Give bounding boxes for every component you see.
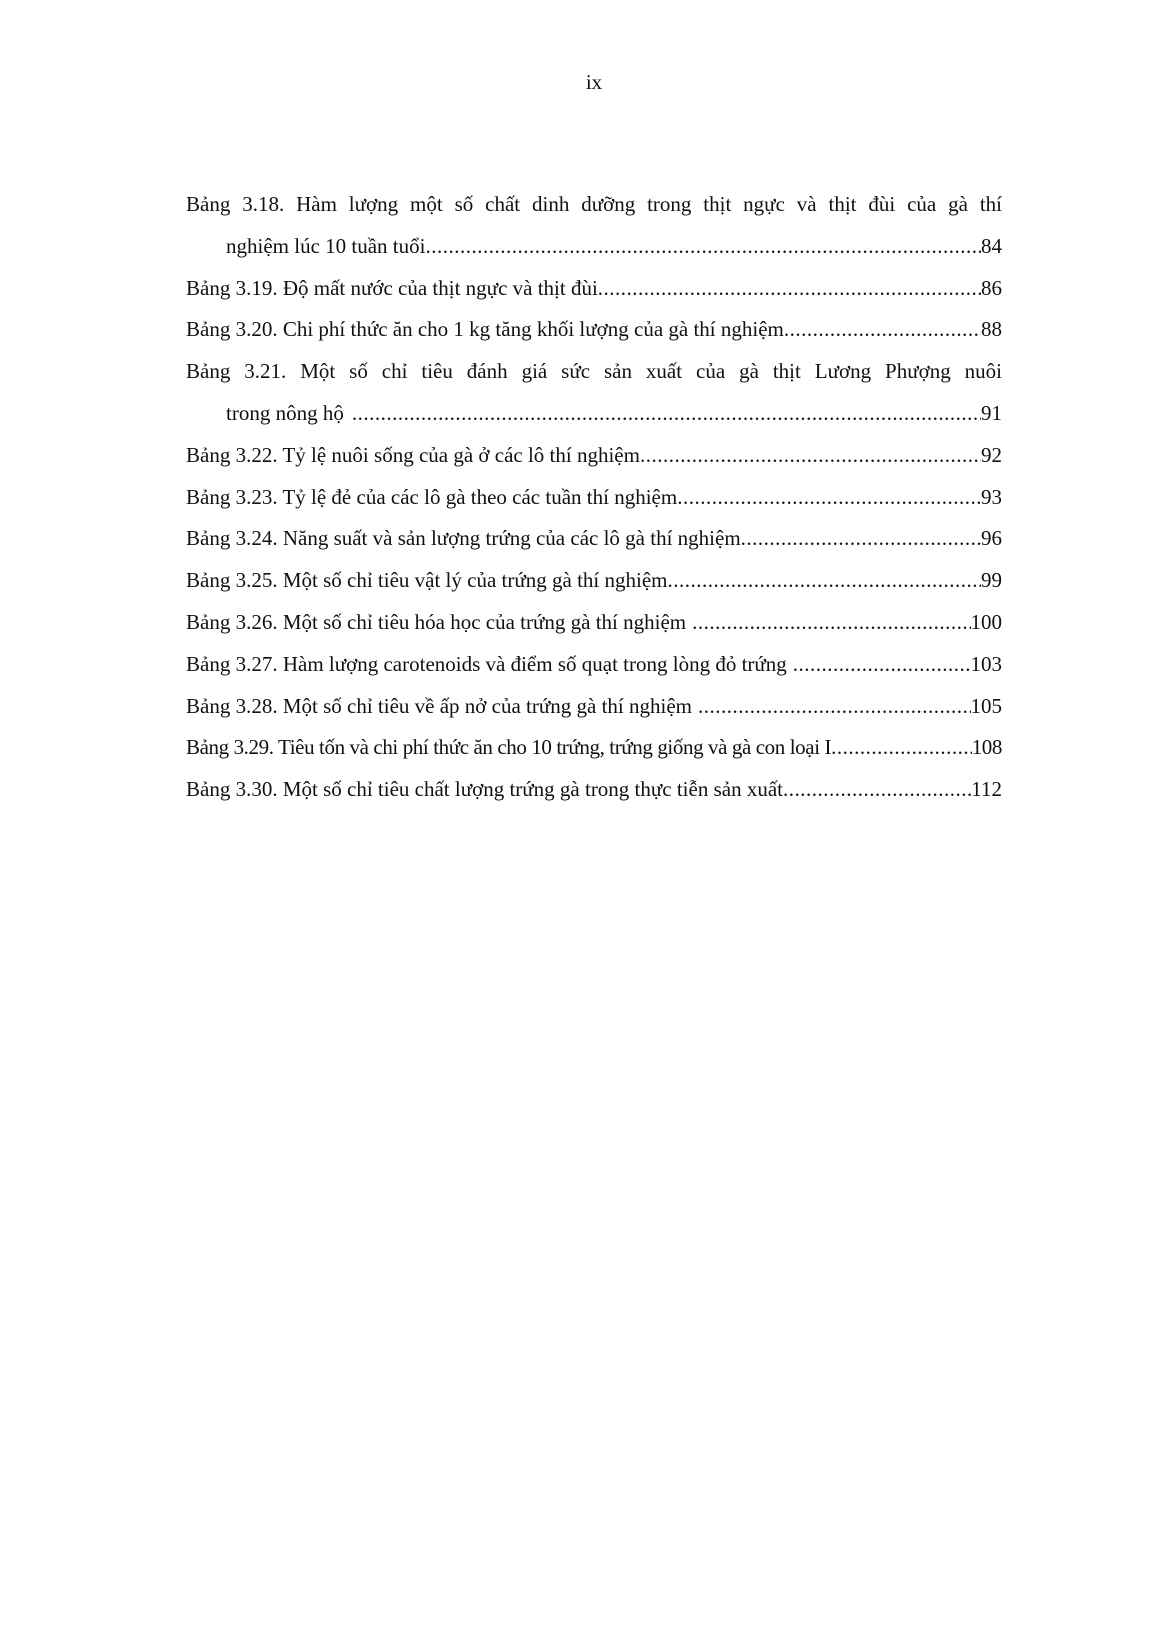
- toc-entry-title: Bảng 3.27. Hàm lượng carotenoids và điểm số quạt trong lòng đỏ trứng: [186, 651, 787, 676]
- dot-leader: [598, 268, 981, 310]
- toc-entry: [186, 727, 1002, 769]
- dot-leader: [425, 226, 981, 268]
- toc-entry-page: 86: [981, 275, 1002, 300]
- toc-entry: [186, 477, 1002, 519]
- dot-leader: [686, 602, 970, 644]
- toc-entry-page: 93: [981, 484, 1002, 509]
- toc-entry-page: 99: [981, 568, 1002, 593]
- toc-entry-title: Bảng 3.20. Chi phí thức ăn cho 1 kg tăng khối lượng của gà thí nghiệm: [186, 317, 784, 342]
- dot-leader: [787, 644, 971, 686]
- toc-entry-page: 92: [981, 442, 1002, 467]
- dot-leader: [692, 686, 971, 728]
- toc-entry-title: Bảng 3.22. Tỷ lệ nuôi sống của gà ở các lô thí nghiệm: [186, 442, 640, 467]
- table-of-contents: [186, 184, 1002, 811]
- toc-entry: [186, 309, 1002, 351]
- toc-entry-title: Bảng 3.24. Năng suất và sản lượng trứng của các lô gà thí nghiệm: [186, 526, 741, 551]
- toc-entry-page: 103: [970, 651, 1002, 676]
- toc-entry-page: 112: [971, 777, 1002, 802]
- toc-entry-title-line1: Bảng 3.18. Hàm lượng một số chất dinh dưỡng trong thịt ngực và thịt đùi của gà thí: [186, 192, 1002, 216]
- toc-entry: [186, 560, 1002, 602]
- toc-entry-page: 91: [981, 400, 1002, 425]
- toc-entry-title: Bảng 3.28. Một số chỉ tiêu về ấp nở của trứng gà thí nghiệm: [186, 693, 692, 718]
- toc-entry-title: nghiệm lúc 10 tuần tuổi: [226, 233, 426, 258]
- dot-leader: [344, 393, 981, 435]
- toc-entry: [186, 644, 1002, 686]
- toc-entry-title: trong nông hộ: [226, 400, 344, 425]
- toc-entry-title: Bảng 3.25. Một số chỉ tiêu vật lý của trứng gà thí nghiệm: [186, 568, 668, 593]
- dot-leader: [784, 309, 981, 351]
- dot-leader: [741, 518, 981, 560]
- dot-leader: [831, 727, 972, 769]
- toc-entry-page: 88: [981, 317, 1002, 342]
- toc-entry-title: Bảng 3.26. Một số chỉ tiêu hóa học của trứng gà thí nghiệm: [186, 609, 687, 634]
- toc-entry-title: Bảng 3.23. Tỷ lệ đẻ của các lô gà theo các tuần thí nghiệm: [186, 484, 678, 509]
- toc-entry: [186, 351, 1002, 435]
- dot-leader: [640, 435, 981, 477]
- toc-entry: [186, 769, 1002, 811]
- toc-entry-page: 108: [971, 735, 1002, 760]
- toc-entry-page: 84: [981, 233, 1002, 258]
- toc-entry: [186, 435, 1002, 477]
- page-number: ix: [585, 70, 603, 94]
- toc-entry-page: 100: [970, 609, 1002, 634]
- toc-entry: [186, 602, 1002, 644]
- toc-entry-title-line1: Bảng 3.21. Một số chỉ tiêu đánh giá sức sản xuất của gà thịt Lương Phượng nuôi: [186, 359, 1002, 384]
- dot-leader: [677, 477, 981, 519]
- toc-entry-title: Bảng 3.19. Độ mất nước của thịt ngực và thịt đùi: [186, 275, 598, 300]
- toc-entry: [186, 268, 1002, 310]
- toc-entry-title: Bảng 3.30. Một số chỉ tiêu chất lượng trứng gà trong thực tiễn sản xuất: [186, 777, 783, 802]
- toc-entry: [186, 518, 1002, 560]
- toc-entry-page: 105: [970, 693, 1002, 718]
- toc-entry-page: 96: [981, 526, 1002, 551]
- dot-leader: [783, 769, 971, 811]
- dot-leader: [667, 560, 981, 602]
- toc-entry: [186, 184, 1002, 268]
- toc-entry: [186, 686, 1002, 728]
- toc-entry-title: Bảng 3.29. Tiêu tốn và chi phí thức ăn cho 10 trứng, trứng giống và gà con loại I: [186, 735, 832, 760]
